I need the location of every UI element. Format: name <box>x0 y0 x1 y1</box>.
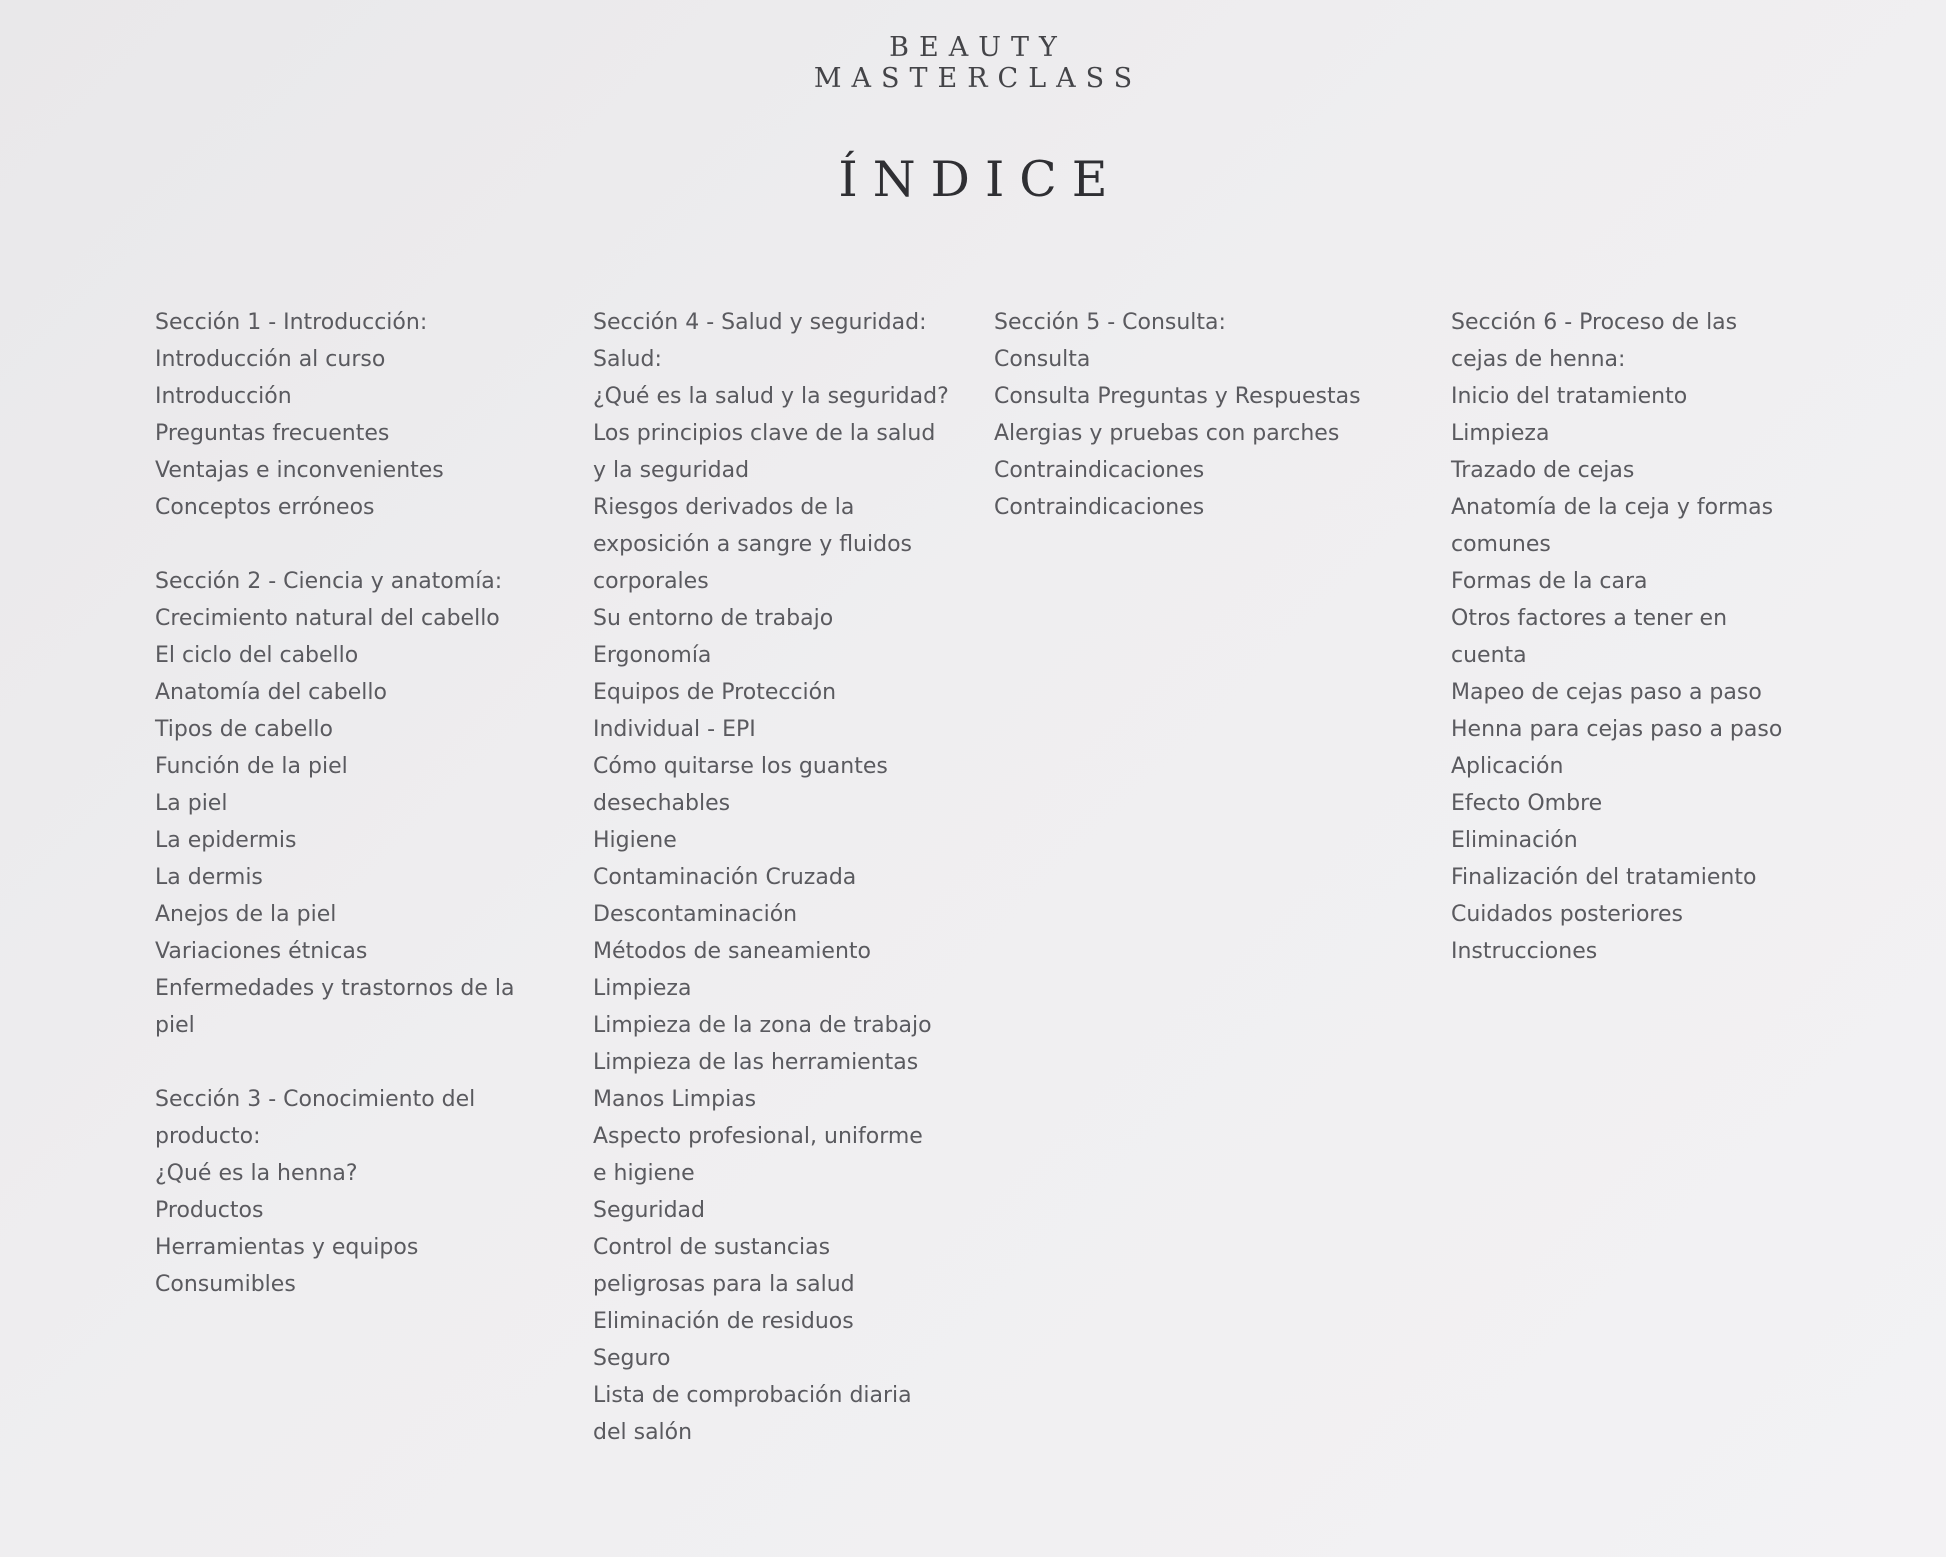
index-entry: Conceptos erróneos <box>155 495 375 520</box>
index-entry: Individual - EPI <box>593 717 756 742</box>
index-column-2 <box>593 304 949 1451</box>
index-entry: Productos <box>155 1198 264 1223</box>
index-entry: Consulta Preguntas y Respuestas <box>994 384 1361 409</box>
index-entry: Enfermedades y trastornos de la <box>155 976 515 1001</box>
index-entry: Aplicación <box>1451 754 1564 779</box>
index-entry: Cómo quitarse los guantes <box>593 754 888 779</box>
index-entry: Limpieza <box>1451 421 1550 446</box>
index-entry: Formas de la cara <box>1451 569 1648 594</box>
index-entry: Anejos de la piel <box>155 902 337 927</box>
index-entry: Ergonomía <box>593 643 712 668</box>
index-entry: Introducción al curso <box>155 347 386 372</box>
section-spacer <box>155 1044 514 1081</box>
index-entry: desechables <box>593 791 731 816</box>
index-entry: Inicio del tratamiento <box>1451 384 1688 409</box>
index-entry: Efecto Ombre <box>1451 791 1603 816</box>
index-column-1 <box>155 304 514 1303</box>
index-entry: La epidermis <box>155 828 297 853</box>
index-entry: Higiene <box>593 828 677 853</box>
index-entry: e higiene <box>593 1161 695 1186</box>
page-title: ÍNDICE <box>838 151 1123 208</box>
index-entry: Cuidados posteriores <box>1451 902 1683 927</box>
index-entry: Seguridad <box>593 1198 705 1223</box>
index-entry: Manos Limpias <box>593 1087 757 1112</box>
index-column-4 <box>1451 304 1782 970</box>
brand-logo <box>0 32 1946 94</box>
index-entry: Su entorno de trabajo <box>593 606 834 631</box>
index-entry: Función de la piel <box>155 754 348 779</box>
section-heading: Sección 5 - Consulta: <box>994 310 1226 335</box>
index-entry: Lista de comprobación diaria <box>593 1383 912 1408</box>
section-heading: Sección 6 - Proceso de las <box>1451 310 1738 335</box>
index-entry: y la seguridad <box>593 458 750 483</box>
index-entry: Otros factores a tener en <box>1451 606 1728 631</box>
index-entry: Mapeo de cejas paso a paso <box>1451 680 1762 705</box>
brand-line-2: MASTERCLASS <box>813 63 1143 94</box>
index-entry: Ventajas e inconvenientes <box>155 458 444 483</box>
index-entry: ¿Qué es la salud y la seguridad? <box>593 384 949 409</box>
index-entry: Limpieza <box>593 976 692 1001</box>
index-entry: El ciclo del cabello <box>155 643 359 668</box>
index-entry: Alergias y pruebas con parches <box>994 421 1340 446</box>
section-heading: Sección 3 - Conocimiento del <box>155 1087 476 1112</box>
index-entry: piel <box>155 1013 195 1038</box>
index-entry: cuenta <box>1451 643 1527 668</box>
index-entry: Equipos de Protección <box>593 680 837 705</box>
index-entry: Seguro <box>593 1346 671 1371</box>
index-entry: Eliminación de residuos <box>593 1309 854 1334</box>
index-entry: del salón <box>593 1420 693 1445</box>
section-heading: Sección 4 - Salud y seguridad: <box>593 310 927 335</box>
index-entry: Anatomía de la ceja y formas <box>1451 495 1774 520</box>
index-entry: Trazado de cejas <box>1451 458 1635 483</box>
section-heading: Sección 2 - Ciencia y anatomía: <box>155 569 503 594</box>
index-entry: Limpieza de la zona de trabajo <box>593 1013 932 1038</box>
section-heading: Sección 1 - Introducción: <box>155 310 428 335</box>
index-entry: Descontaminación <box>593 902 798 927</box>
index-entry: Instrucciones <box>1451 939 1598 964</box>
index-entry: La dermis <box>155 865 263 890</box>
index-entry: Aspecto profesional, uniforme <box>593 1124 923 1149</box>
index-entry: Contraindicaciones <box>994 495 1205 520</box>
index-entry: cejas de henna: <box>1451 347 1626 372</box>
index-entry: Finalización del tratamiento <box>1451 865 1757 890</box>
index-column-3 <box>994 304 1361 526</box>
index-entry: Consulta <box>994 347 1091 372</box>
index-entry: Contraindicaciones <box>994 458 1205 483</box>
index-entry: Preguntas frecuentes <box>155 421 390 446</box>
index-entry: Herramientas y equipos <box>155 1235 419 1260</box>
index-entry: La piel <box>155 791 228 816</box>
index-entry: Variaciones étnicas <box>155 939 368 964</box>
index-entry: Salud: <box>593 347 662 372</box>
index-entry: Tipos de cabello <box>155 717 334 742</box>
index-entry: Introducción <box>155 384 292 409</box>
index-entry: Control de sustancias <box>593 1235 831 1260</box>
index-entry: Crecimiento natural del cabello <box>155 606 500 631</box>
index-entry: exposición a sangre y fluidos <box>593 532 912 557</box>
index-entry: Limpieza de las herramientas <box>593 1050 919 1075</box>
index-entry: Métodos de saneamiento <box>593 939 871 964</box>
index-entry: Eliminación <box>1451 828 1578 853</box>
index-entry: producto: <box>155 1124 261 1149</box>
index-entry: peligrosas para la salud <box>593 1272 855 1297</box>
index-entry: comunes <box>1451 532 1551 557</box>
index-entry: ¿Qué es la henna? <box>155 1161 358 1186</box>
index-entry: Anatomía del cabello <box>155 680 387 705</box>
index-entry: Consumibles <box>155 1272 296 1297</box>
index-entry: Contaminación Cruzada <box>593 865 857 890</box>
section-spacer <box>155 526 514 563</box>
index-entry: Riesgos derivados de la <box>593 495 855 520</box>
index-entry: Henna para cejas paso a paso <box>1451 717 1783 742</box>
index-entry: corporales <box>593 569 709 594</box>
brand-line-1: BEAUTY <box>889 32 1067 63</box>
index-entry: Los principios clave de la salud <box>593 421 936 446</box>
